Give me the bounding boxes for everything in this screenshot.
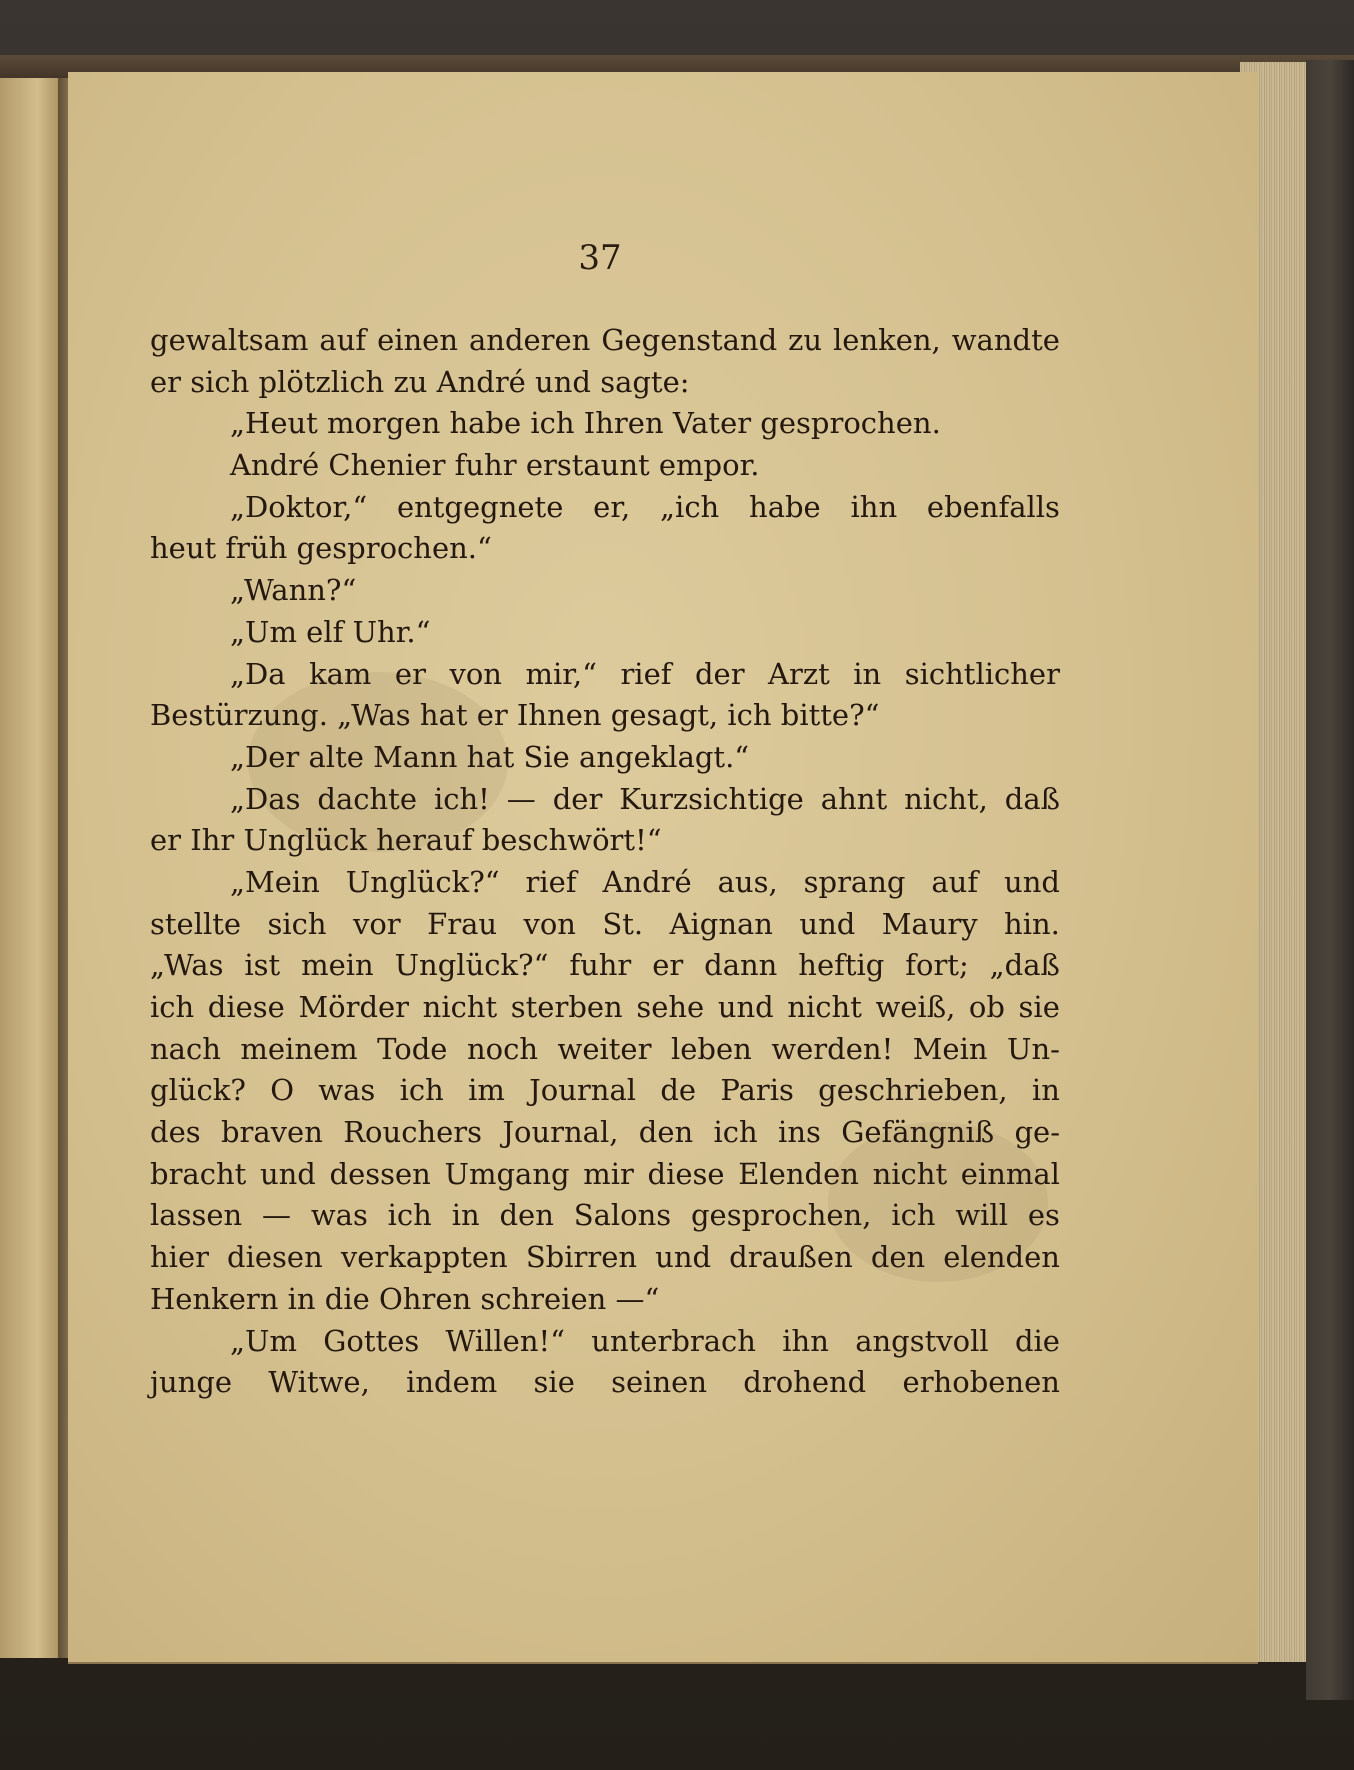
word: Umgang	[444, 1156, 570, 1191]
word: „Das	[230, 781, 301, 816]
text-line-content: er sich plötzlich zu André und sagte:	[150, 364, 690, 399]
word: verkappten	[340, 1240, 508, 1275]
word: unterbrach	[591, 1323, 756, 1358]
text-line-content: Henkern in die Ohren schreien —“	[150, 1281, 660, 1316]
word: von	[449, 656, 502, 691]
text-line	[150, 1195, 1060, 1237]
text-line	[150, 570, 1060, 612]
word: gesprochen,	[690, 1198, 872, 1233]
word: Maury	[881, 906, 978, 941]
word: glück?	[150, 1073, 246, 1108]
word: sterben	[510, 990, 623, 1024]
text-line	[150, 362, 1060, 404]
word: Mörder	[298, 990, 410, 1024]
word: sie	[1018, 990, 1060, 1024]
word: sie	[533, 1365, 575, 1400]
word: —	[506, 781, 536, 816]
word: Kurzsichtige	[619, 781, 804, 816]
word: es	[1027, 1198, 1060, 1233]
text-line	[150, 1279, 1060, 1321]
word: ihn	[850, 489, 898, 524]
word: der	[552, 781, 603, 816]
text-line	[150, 904, 1060, 946]
word: bracht	[150, 1156, 247, 1191]
word: „Was	[150, 948, 224, 983]
word: „Doktor,“	[230, 489, 368, 524]
word: O	[270, 1073, 294, 1108]
word: Frau	[427, 906, 498, 941]
word: nicht,	[904, 781, 988, 816]
word: draußen	[729, 1240, 853, 1275]
word: dessen	[329, 1156, 431, 1191]
text-line	[150, 445, 1060, 487]
word: fuhr	[569, 948, 632, 983]
word: „Da	[230, 656, 286, 691]
text-line	[150, 737, 1060, 779]
word: hier	[150, 1240, 209, 1275]
word: er	[652, 948, 684, 983]
word: Witwe,	[268, 1365, 370, 1400]
word: „Mein	[230, 864, 320, 899]
word: Rouchers	[343, 1115, 483, 1150]
text-line	[150, 403, 1060, 445]
word: ge-	[1014, 1115, 1060, 1150]
word: ob	[968, 990, 1005, 1024]
word: diesen	[227, 1240, 323, 1275]
text-line-content: „Der alte Mann hat Sie angeklagt.“	[230, 739, 750, 774]
word: Un-	[1007, 1031, 1060, 1066]
word: und	[655, 1240, 712, 1275]
word: und	[717, 990, 774, 1024]
word: ich	[150, 990, 195, 1024]
word: St.	[602, 906, 644, 941]
book-binding	[1306, 60, 1354, 1700]
word: Salons	[573, 1198, 672, 1233]
text-line	[150, 779, 1060, 821]
word: ahnt	[820, 781, 888, 816]
word: einmal	[960, 1156, 1060, 1191]
word: wandte	[951, 323, 1060, 357]
text-line	[150, 1154, 1060, 1196]
word: „daß	[989, 948, 1060, 983]
word: diese	[647, 1156, 725, 1191]
word: in	[1031, 1073, 1060, 1108]
text-line	[150, 862, 1060, 904]
left-page-edge	[0, 78, 65, 1658]
word: rief	[620, 656, 672, 691]
word: ich	[387, 1198, 432, 1233]
word: Tode	[377, 1031, 448, 1066]
word: —	[262, 1198, 291, 1233]
word: lenken,	[833, 323, 941, 357]
text-line	[150, 695, 1060, 737]
word: er,	[593, 489, 631, 524]
word: den	[638, 1115, 694, 1150]
word: sich	[267, 906, 327, 941]
word: sprang	[803, 864, 906, 899]
word: ich	[713, 1115, 758, 1150]
word: nicht	[787, 990, 862, 1024]
word: werden!	[771, 1031, 894, 1066]
word: angstvoll	[855, 1323, 989, 1358]
word: mein	[301, 948, 374, 983]
word: rief	[525, 864, 577, 899]
word: in	[853, 656, 882, 691]
word: die	[1014, 1323, 1060, 1358]
text-line-content: „Heut morgen habe ich Ihren Vater gesprochen.	[230, 406, 941, 441]
text-line	[150, 528, 1060, 570]
word: will	[955, 1198, 1008, 1233]
word: Willen!“	[445, 1323, 565, 1358]
word: dann	[704, 948, 778, 983]
text-line	[150, 1321, 1060, 1363]
word: nicht	[422, 990, 498, 1024]
word: stellte	[150, 906, 242, 941]
word: sichtlicher	[904, 656, 1060, 691]
word: Mein	[912, 1031, 988, 1066]
word: Journal,	[502, 1115, 619, 1150]
word: der	[694, 656, 745, 691]
word: und	[1004, 864, 1060, 899]
text-line	[150, 654, 1060, 696]
word: und	[799, 906, 856, 941]
word: auf	[319, 323, 367, 357]
word: er	[394, 656, 426, 691]
text-line-content: Bestürzung. „Was hat er Ihnen gesagt, ich bitte?“	[150, 698, 880, 733]
word: hin.	[1004, 906, 1060, 941]
word: „Um	[230, 1323, 297, 1358]
word: Unglück?“	[394, 948, 549, 983]
text-line-content: „Um elf Uhr.“	[230, 614, 431, 649]
word: heftig	[798, 948, 885, 983]
word: Journal	[529, 1073, 637, 1108]
word: vor	[352, 906, 401, 941]
word: ist	[244, 948, 281, 983]
word: dachte	[317, 781, 417, 816]
word: aus,	[717, 864, 778, 899]
word: was	[310, 1198, 368, 1233]
word: einen	[377, 323, 459, 357]
word: erhobenen	[902, 1365, 1060, 1400]
word: braven	[220, 1115, 323, 1150]
word: Sbirren	[525, 1240, 638, 1275]
word: leben	[670, 1031, 752, 1066]
word: lassen	[150, 1198, 243, 1233]
word: geschrieben,	[818, 1073, 1008, 1108]
word: junge	[150, 1365, 233, 1400]
text-line	[150, 987, 1060, 1029]
word: André	[602, 864, 692, 899]
page-text	[150, 320, 1060, 1404]
word: noch	[466, 1031, 539, 1066]
word: fort;	[905, 948, 969, 983]
word: gewaltsam	[150, 323, 309, 357]
word: entgegnete	[396, 489, 564, 524]
word: auf	[931, 864, 979, 899]
word: in	[451, 1198, 480, 1233]
word: sehe	[636, 990, 705, 1024]
text-line-content: er Ihr Unglück herauf beschwört!“	[150, 823, 662, 858]
word: daß	[1004, 781, 1060, 816]
word: nach	[150, 1031, 221, 1066]
text-line	[150, 612, 1060, 654]
word: kam	[309, 656, 372, 691]
text-line	[150, 1112, 1060, 1154]
word: Aignan	[669, 906, 773, 941]
word: Paris	[720, 1073, 794, 1108]
word: indem	[406, 1365, 498, 1400]
word: Arzt	[768, 656, 830, 691]
word: Elenden	[738, 1156, 859, 1191]
text-line-content: „Wann?“	[230, 573, 357, 608]
word: den	[499, 1198, 554, 1233]
word: mir	[583, 1156, 634, 1191]
word: anderen	[468, 323, 591, 357]
word: weiß,	[875, 990, 956, 1024]
word: diese	[207, 990, 285, 1024]
word: meinem	[240, 1031, 358, 1066]
word: weiter	[557, 1031, 652, 1066]
word: Gegenstand	[601, 323, 778, 357]
word: ebenfalls	[926, 489, 1060, 524]
text-line	[150, 945, 1060, 987]
word: „ich	[660, 489, 720, 524]
word: elenden	[943, 1240, 1060, 1275]
word: mir,“	[525, 656, 597, 691]
word: de	[660, 1073, 697, 1108]
text-line	[150, 320, 1060, 362]
word: den	[870, 1240, 926, 1275]
word: seinen	[611, 1365, 707, 1400]
text-line	[150, 487, 1060, 529]
word: des	[150, 1115, 201, 1150]
word: Gefängniß	[841, 1115, 995, 1150]
word: und	[259, 1156, 316, 1191]
word: zu	[788, 323, 823, 357]
text-line-content: André Chenier fuhr erstaunt empor.	[230, 448, 760, 483]
word: Unglück?“	[345, 864, 500, 899]
word: was	[318, 1073, 376, 1108]
text-line-content: heut früh gesprochen.“	[150, 531, 492, 566]
word: nicht	[872, 1156, 948, 1191]
word: drohend	[743, 1365, 867, 1400]
text-line	[150, 820, 1060, 862]
word: ihn	[782, 1323, 829, 1358]
text-line	[150, 1237, 1060, 1279]
word: habe	[749, 489, 821, 524]
word: von	[523, 906, 576, 941]
word: ich	[399, 1073, 444, 1108]
word: im	[468, 1073, 505, 1108]
text-line	[150, 1029, 1060, 1071]
word: ins	[778, 1115, 821, 1150]
word: ich!	[433, 781, 490, 816]
text-line	[150, 1070, 1060, 1112]
word: Gottes	[323, 1323, 420, 1358]
word: ich	[891, 1198, 936, 1233]
text-line	[150, 1362, 1060, 1404]
page-number: 37	[578, 238, 622, 278]
